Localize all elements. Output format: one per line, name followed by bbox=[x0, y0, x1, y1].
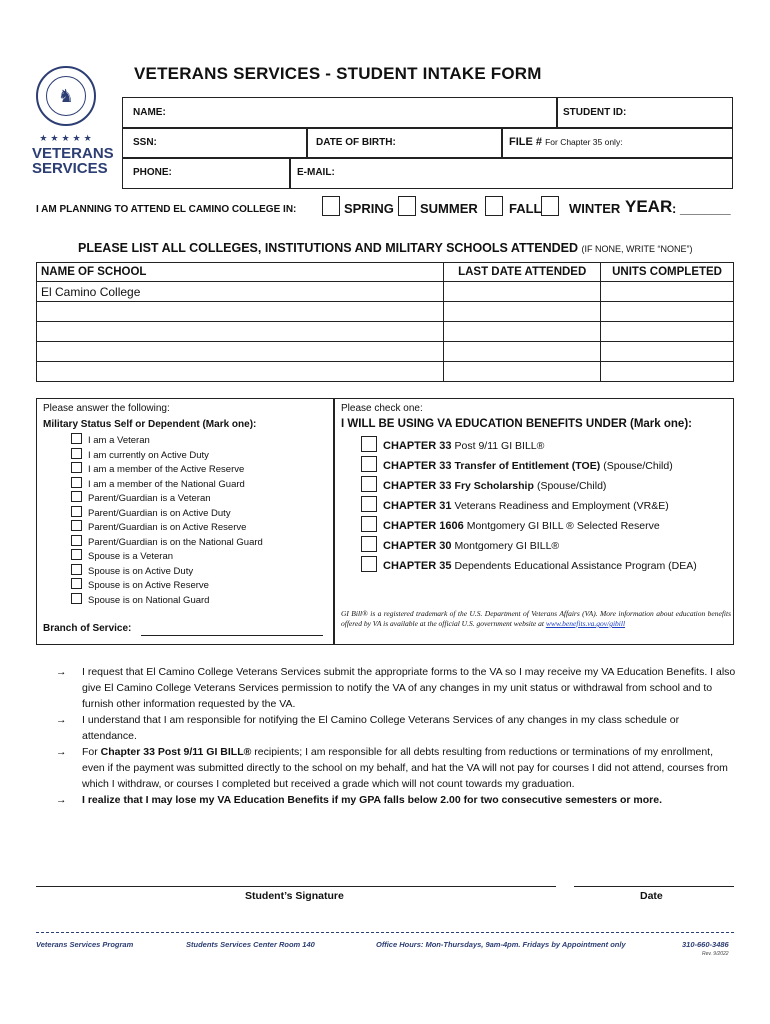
list-item[interactable] bbox=[71, 491, 263, 506]
chapter-desc: Montgomery GI BILL ® Selected Reserve bbox=[466, 520, 660, 532]
phone-field[interactable]: PHONE: bbox=[133, 167, 172, 178]
chapter-desc: Veterans Readiness and Employment (VR&E) bbox=[454, 500, 669, 512]
military-checkbox[interactable] bbox=[71, 535, 82, 546]
chapter-extra: (Spouse/Child) bbox=[603, 460, 673, 472]
table-cell[interactable] bbox=[37, 362, 444, 382]
table-cell[interactable] bbox=[444, 322, 601, 342]
student-info-box bbox=[122, 97, 733, 189]
table-cell[interactable] bbox=[444, 342, 601, 362]
list-item bbox=[56, 792, 736, 808]
footer-phone: 310-660-3486 bbox=[682, 940, 729, 949]
option-label: Spouse is on Active Reserve bbox=[88, 580, 209, 591]
table-cell[interactable] bbox=[444, 302, 601, 322]
chapter-label: CHAPTER 33 bbox=[383, 440, 452, 452]
benefit-checkbox[interactable] bbox=[361, 516, 377, 532]
dob-field[interactable]: DATE OF BIRTH: bbox=[316, 137, 396, 148]
option-label: I am currently on Active Duty bbox=[88, 449, 209, 461]
chapter-desc: Dependents Educational Assistance Program (DEA) bbox=[454, 560, 697, 572]
option-label: Spouse is on National Guard bbox=[88, 594, 210, 606]
list-item[interactable] bbox=[71, 506, 263, 521]
email-field[interactable]: E-MAIL: bbox=[297, 167, 335, 178]
chapter-desc: Fry Scholarship bbox=[454, 480, 534, 492]
bell-tower-icon: ♞ bbox=[46, 76, 86, 116]
logo-line-2: SERVICES bbox=[32, 160, 108, 177]
spring-label: SPRING bbox=[344, 201, 394, 216]
logo-line-1: VETERANS bbox=[32, 145, 114, 162]
list-item[interactable] bbox=[71, 593, 263, 608]
list-item[interactable] bbox=[361, 516, 697, 536]
fall-checkbox[interactable] bbox=[485, 196, 503, 216]
list-item[interactable] bbox=[361, 476, 697, 496]
list-item[interactable] bbox=[71, 578, 263, 593]
chapter-desc: Montgomery GI BILL® bbox=[454, 540, 560, 552]
schools-heading-note: (IF NONE, WRITE “NONE”) bbox=[581, 244, 693, 254]
footer-location: Students Services Center Room 140 bbox=[186, 940, 315, 949]
table-row bbox=[37, 322, 734, 342]
file-number-note: For Chapter 35 only: bbox=[545, 137, 623, 147]
ssn-field[interactable]: SSN: bbox=[133, 137, 157, 148]
footer-hours: Office Hours: Mon-Thursdays, 9am-4pm. Fridays by Appointment only bbox=[376, 940, 626, 949]
winter-label: WINTER bbox=[569, 201, 621, 216]
military-checkbox[interactable] bbox=[71, 433, 82, 444]
option-label: Parent/Guardian is on Active Reserve bbox=[88, 522, 247, 533]
chapter-label: CHAPTER 35 bbox=[383, 560, 452, 572]
footer-revision: Rev. 9/2022 bbox=[702, 951, 729, 957]
term-plan-label: I AM PLANNING TO ATTEND EL CAMINO COLLEGE IN: bbox=[36, 204, 297, 215]
table-cell[interactable] bbox=[601, 282, 734, 302]
list-item[interactable] bbox=[361, 536, 697, 556]
military-status-list bbox=[71, 433, 263, 607]
table-cell[interactable] bbox=[444, 362, 601, 382]
table-cell[interactable] bbox=[37, 342, 444, 362]
spring-checkbox[interactable] bbox=[322, 196, 340, 216]
summer-label: SUMMER bbox=[420, 201, 478, 216]
file-number-label: FILE # bbox=[509, 136, 543, 148]
table-cell[interactable] bbox=[601, 362, 734, 382]
option-label: I am a member of the Active Reserve bbox=[88, 464, 245, 475]
list-item bbox=[56, 744, 736, 792]
year-blank[interactable]: : _______ bbox=[672, 201, 731, 216]
option-label: Spouse is on Active Duty bbox=[88, 565, 194, 577]
chapter-desc: Post 9/11 GI BILL® bbox=[454, 440, 545, 452]
military-checkbox[interactable] bbox=[71, 506, 82, 517]
military-checkbox[interactable] bbox=[71, 549, 82, 560]
benefit-checkbox[interactable] bbox=[361, 476, 377, 492]
schools-table bbox=[36, 262, 734, 382]
el-camino-seal-logo bbox=[36, 66, 96, 126]
table-cell[interactable] bbox=[444, 282, 601, 302]
gi-bill-footnote bbox=[341, 609, 731, 629]
schools-heading-text: PLEASE LIST ALL COLLEGES, INSTITUTIONS AND MILITARY SCHOOLS ATTENDED bbox=[78, 241, 579, 255]
form-title: VETERANS SERVICES - STUDENT INTAKE FORM bbox=[134, 64, 542, 83]
option-label: I am a member of the National Guard bbox=[88, 478, 245, 490]
list-item[interactable] bbox=[361, 436, 697, 456]
military-checkbox[interactable] bbox=[71, 593, 82, 604]
chapter-label: CHAPTER 33 bbox=[383, 460, 452, 472]
option-label: Parent/Guardian is on Active Duty bbox=[88, 507, 231, 519]
term-plan-row bbox=[36, 196, 736, 222]
military-heading: Military Status Self or Dependent (Mark one): bbox=[43, 419, 257, 430]
military-checkbox[interactable] bbox=[71, 578, 82, 589]
student-signature-line[interactable] bbox=[36, 886, 556, 887]
military-checkbox[interactable] bbox=[71, 462, 82, 473]
chapter-extra: (Spouse/Child) bbox=[536, 480, 607, 492]
arrow-icon: → bbox=[56, 746, 67, 758]
branch-input-line[interactable] bbox=[141, 635, 323, 636]
date-line[interactable] bbox=[574, 886, 734, 887]
footnote-text: GI Bill® is a registered trademark of the U.S. Department of Veterans Affairs (VA). More information about education benefits offered by VA is available at the official U.S. government website at bbox=[341, 609, 731, 628]
table-row bbox=[37, 302, 734, 322]
table-row bbox=[37, 342, 734, 362]
military-checkbox[interactable] bbox=[71, 477, 82, 488]
benefit-checkbox[interactable] bbox=[361, 496, 377, 512]
benefits-intro: Please check one: bbox=[341, 403, 423, 414]
military-intro: Please answer the following: bbox=[43, 403, 170, 414]
table-row bbox=[37, 282, 734, 302]
file-number-field[interactable] bbox=[509, 136, 623, 148]
option-label: I am a Veteran bbox=[88, 435, 150, 446]
footer-divider bbox=[36, 932, 734, 933]
statement-text: I realize that I may lose my VA Education Benefits if my GPA falls below 2.00 for two consecutive semesters or more. bbox=[82, 794, 663, 806]
benefits-heading: I WILL BE USING VA EDUCATION BENEFITS UNDER (Mark one): bbox=[341, 418, 692, 430]
date-label: Date bbox=[640, 890, 663, 902]
statement-text: I understand that I am responsible for notifying the El Camino College Veterans Services of any changes in my class schedule or attendance. bbox=[82, 714, 680, 742]
footer-program: Veterans Services Program bbox=[36, 940, 134, 949]
option-label: Parent/Guardian is a Veteran bbox=[88, 493, 211, 504]
military-checkbox[interactable] bbox=[71, 491, 82, 502]
list-item[interactable] bbox=[71, 448, 263, 463]
arrow-icon: → bbox=[56, 714, 67, 726]
table-cell[interactable] bbox=[601, 322, 734, 342]
option-label: Parent/Guardian is on the National Guard bbox=[88, 536, 263, 548]
military-checkbox[interactable] bbox=[71, 520, 82, 531]
benefit-checkbox[interactable] bbox=[361, 456, 377, 472]
military-checkbox[interactable] bbox=[71, 448, 82, 459]
schools-heading bbox=[78, 241, 693, 255]
list-item bbox=[56, 664, 736, 712]
winter-checkbox[interactable] bbox=[541, 196, 559, 216]
list-item[interactable] bbox=[71, 549, 263, 564]
table-cell[interactable] bbox=[37, 322, 444, 342]
list-item[interactable] bbox=[71, 433, 263, 448]
summer-checkbox[interactable] bbox=[398, 196, 416, 216]
list-item[interactable] bbox=[71, 535, 263, 550]
list-item[interactable] bbox=[71, 520, 263, 535]
table-row bbox=[37, 362, 734, 382]
list-item[interactable] bbox=[71, 462, 263, 477]
table-cell[interactable] bbox=[601, 302, 734, 322]
status-benefits-panel bbox=[36, 398, 734, 645]
chapter-desc: Transfer of Entitlement (TOE) bbox=[454, 460, 601, 472]
chapter-label: CHAPTER 30 bbox=[383, 540, 452, 552]
list-item[interactable] bbox=[361, 456, 697, 476]
name-field[interactable]: NAME: bbox=[133, 107, 166, 118]
table-header-row bbox=[37, 263, 734, 282]
option-label: Spouse is a Veteran bbox=[88, 551, 174, 562]
benefit-checkbox[interactable] bbox=[361, 536, 377, 552]
benefit-checkbox[interactable] bbox=[361, 556, 377, 572]
statement-text: I request that El Camino College Veterans Services submit the appropriate forms to the VA so I may receive my VA Education Benefits. I also give El Camino College Veterans Services permission to notify the VA of any changes in my unit status or withdrawal from school and to furnish other information requested by the VA. bbox=[82, 666, 736, 710]
chapter-label: CHAPTER 1606 bbox=[383, 520, 464, 532]
year-label: YEAR bbox=[625, 197, 673, 216]
column-header: UNITS COMPLETED bbox=[601, 263, 734, 282]
military-checkbox[interactable] bbox=[71, 564, 82, 575]
table-cell[interactable] bbox=[37, 302, 444, 322]
benefits-list bbox=[361, 436, 697, 576]
list-item bbox=[56, 712, 736, 744]
chapter-label: CHAPTER 31 bbox=[383, 500, 452, 512]
arrow-icon: → bbox=[56, 794, 67, 806]
list-item[interactable] bbox=[71, 564, 263, 579]
table-cell[interactable]: El Camino College bbox=[37, 282, 444, 302]
column-header: NAME OF SCHOOL bbox=[37, 263, 444, 282]
student-signature-label: Student’s Signature bbox=[245, 890, 344, 902]
acknowledgement-list bbox=[56, 664, 736, 808]
branch-label: Branch of Service: bbox=[43, 623, 132, 634]
benefit-checkbox[interactable] bbox=[361, 436, 377, 452]
statement-prefix: For bbox=[82, 746, 98, 758]
list-item[interactable] bbox=[361, 556, 697, 576]
fall-label: FALL bbox=[509, 201, 542, 216]
statement-text: recipients; I am responsible for all debts resulting from reductions or terminations of my enrollment, even if the payment was submitted directly to the school on my behalf, and hat the VA will not pay for courses I did not attend, courses from which I withdraw, or courses I completed but received a grade which will not count towards my graduation. bbox=[82, 746, 728, 790]
va-benefits-link[interactable]: www.benefits.va.gov/gibill bbox=[545, 619, 626, 628]
table-cell[interactable] bbox=[601, 342, 734, 362]
veterans-services-logo bbox=[32, 145, 114, 177]
list-item[interactable] bbox=[361, 496, 697, 516]
stars-decoration: ★★★★★ bbox=[39, 133, 95, 143]
chapter-label: CHAPTER 33 bbox=[383, 480, 452, 492]
list-item[interactable] bbox=[71, 477, 263, 492]
column-header: LAST DATE ATTENDED bbox=[444, 263, 601, 282]
statement-bold: Chapter 33 Post 9/11 GI BILL® bbox=[100, 746, 252, 758]
arrow-icon: → bbox=[56, 666, 67, 678]
student-id-field[interactable]: STUDENT ID: bbox=[563, 107, 627, 118]
